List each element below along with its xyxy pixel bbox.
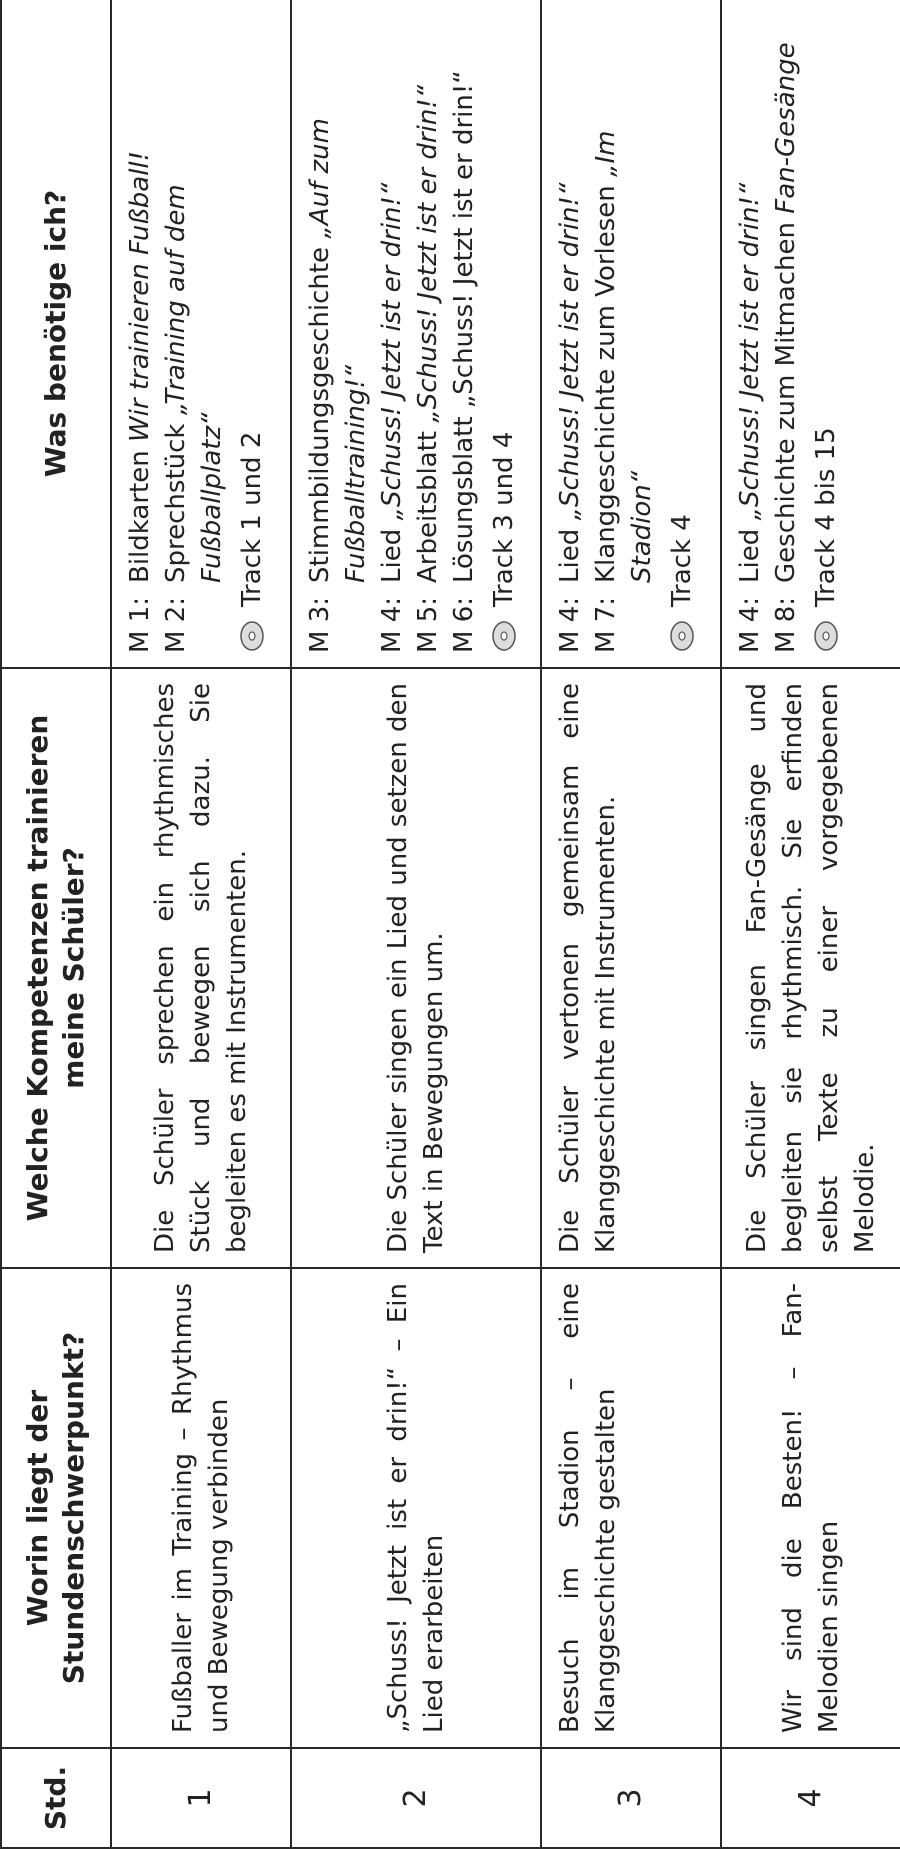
competences-cell: Die Schüler sprechen ein rhythmisches Stück und bewegen sich dazu. Sie begleiten es mit Instrumenten. [111,668,291,1268]
std-cell: 2 [291,1748,541,1848]
track-line [808,14,844,653]
track-label: Track 1 und 2 [237,431,267,607]
std-cell: 3 [541,1748,721,1848]
header-focus: Worin liegt der Stundenschwerpunkt? [1,1268,111,1748]
header-competences: Welche Kompetenzen trainieren meine Schüler? [1,668,111,1268]
track-label: Track 4 [667,514,697,607]
competences-cell: Die Schüler singen Fan-Gesänge und begleiten sie rhythmisch. Sie erfinden selbst Texte zu einer vorgegebenen Melodie. [721,668,900,1268]
material-item: M 3: Stimmbildungsgeschichte „Auf zum Fußballtraining!“ [305,118,371,653]
material-item: M 4: Lied „Schuss! Jetzt ist er drin!“ [555,182,585,653]
material-item: M 8: Geschichte zum Mitmachen Fan-Gesänge [771,42,801,653]
materials-cell [721,0,900,668]
competences-cell: Die Schüler vertonen gemeinsam eine Klanggeschichte mit Instrumenten. [541,668,721,1268]
track-label: Track 3 und 4 [489,431,519,607]
header-materials: Was benötige ich? [1,0,111,668]
material-item: M 5: Arbeitsblatt „Schuss! Jetzt ist er drin!“ [413,84,443,653]
material-item: M 4: Lied „Schuss! Jetzt ist er drin!“ [377,182,407,653]
std-cell: 1 [111,1748,291,1848]
std-cell: 4 [721,1748,900,1848]
table-row [541,0,721,1848]
table-row [291,0,541,1848]
materials-cell [541,0,721,668]
material-item: M 7: Klanggeschichte zum Vorlesen „Im Stadion“ [591,130,657,653]
header-std: Std. [1,1748,111,1848]
cd-icon [489,619,519,653]
cd-icon [811,619,841,653]
table-row [111,0,291,1848]
track-line [486,14,522,653]
cd-icon [237,619,267,653]
focus-cell: Besuch im Stadion – eine Klanggeschichte gestalten [541,1268,721,1748]
material-item: M 4: Lied „Schuss! Jetzt ist er drin!“ [735,182,765,653]
material-item: M 1: Bildkarten Wir trainieren Fußball! [125,150,155,653]
focus-cell: Wir sind die Besten! – Fan-Melodien singen [721,1268,900,1748]
materials-cell [291,0,541,668]
material-item: M 6: Lösungsblatt „Schuss! Jetzt ist er drin!“ [449,70,479,653]
competences-cell: Die Schüler singen ein Lied und setzen den Text in Bewegungen um. [291,668,541,1268]
cd-icon [667,619,697,653]
focus-cell: Fußballer im Training – Rhythmus und Bewegung verbinden [111,1268,291,1748]
track-line [664,14,700,653]
table-row [721,0,900,1848]
track-line [234,14,270,653]
track-label: Track 4 bis 15 [811,427,841,607]
material-item: M 2: Sprechstück „Training auf dem Fußballplatz“ [161,184,227,653]
materials-cell [111,0,291,668]
focus-cell: „Schuss! Jetzt ist er drin!“ – Ein Lied erarbeiten [291,1268,541,1748]
